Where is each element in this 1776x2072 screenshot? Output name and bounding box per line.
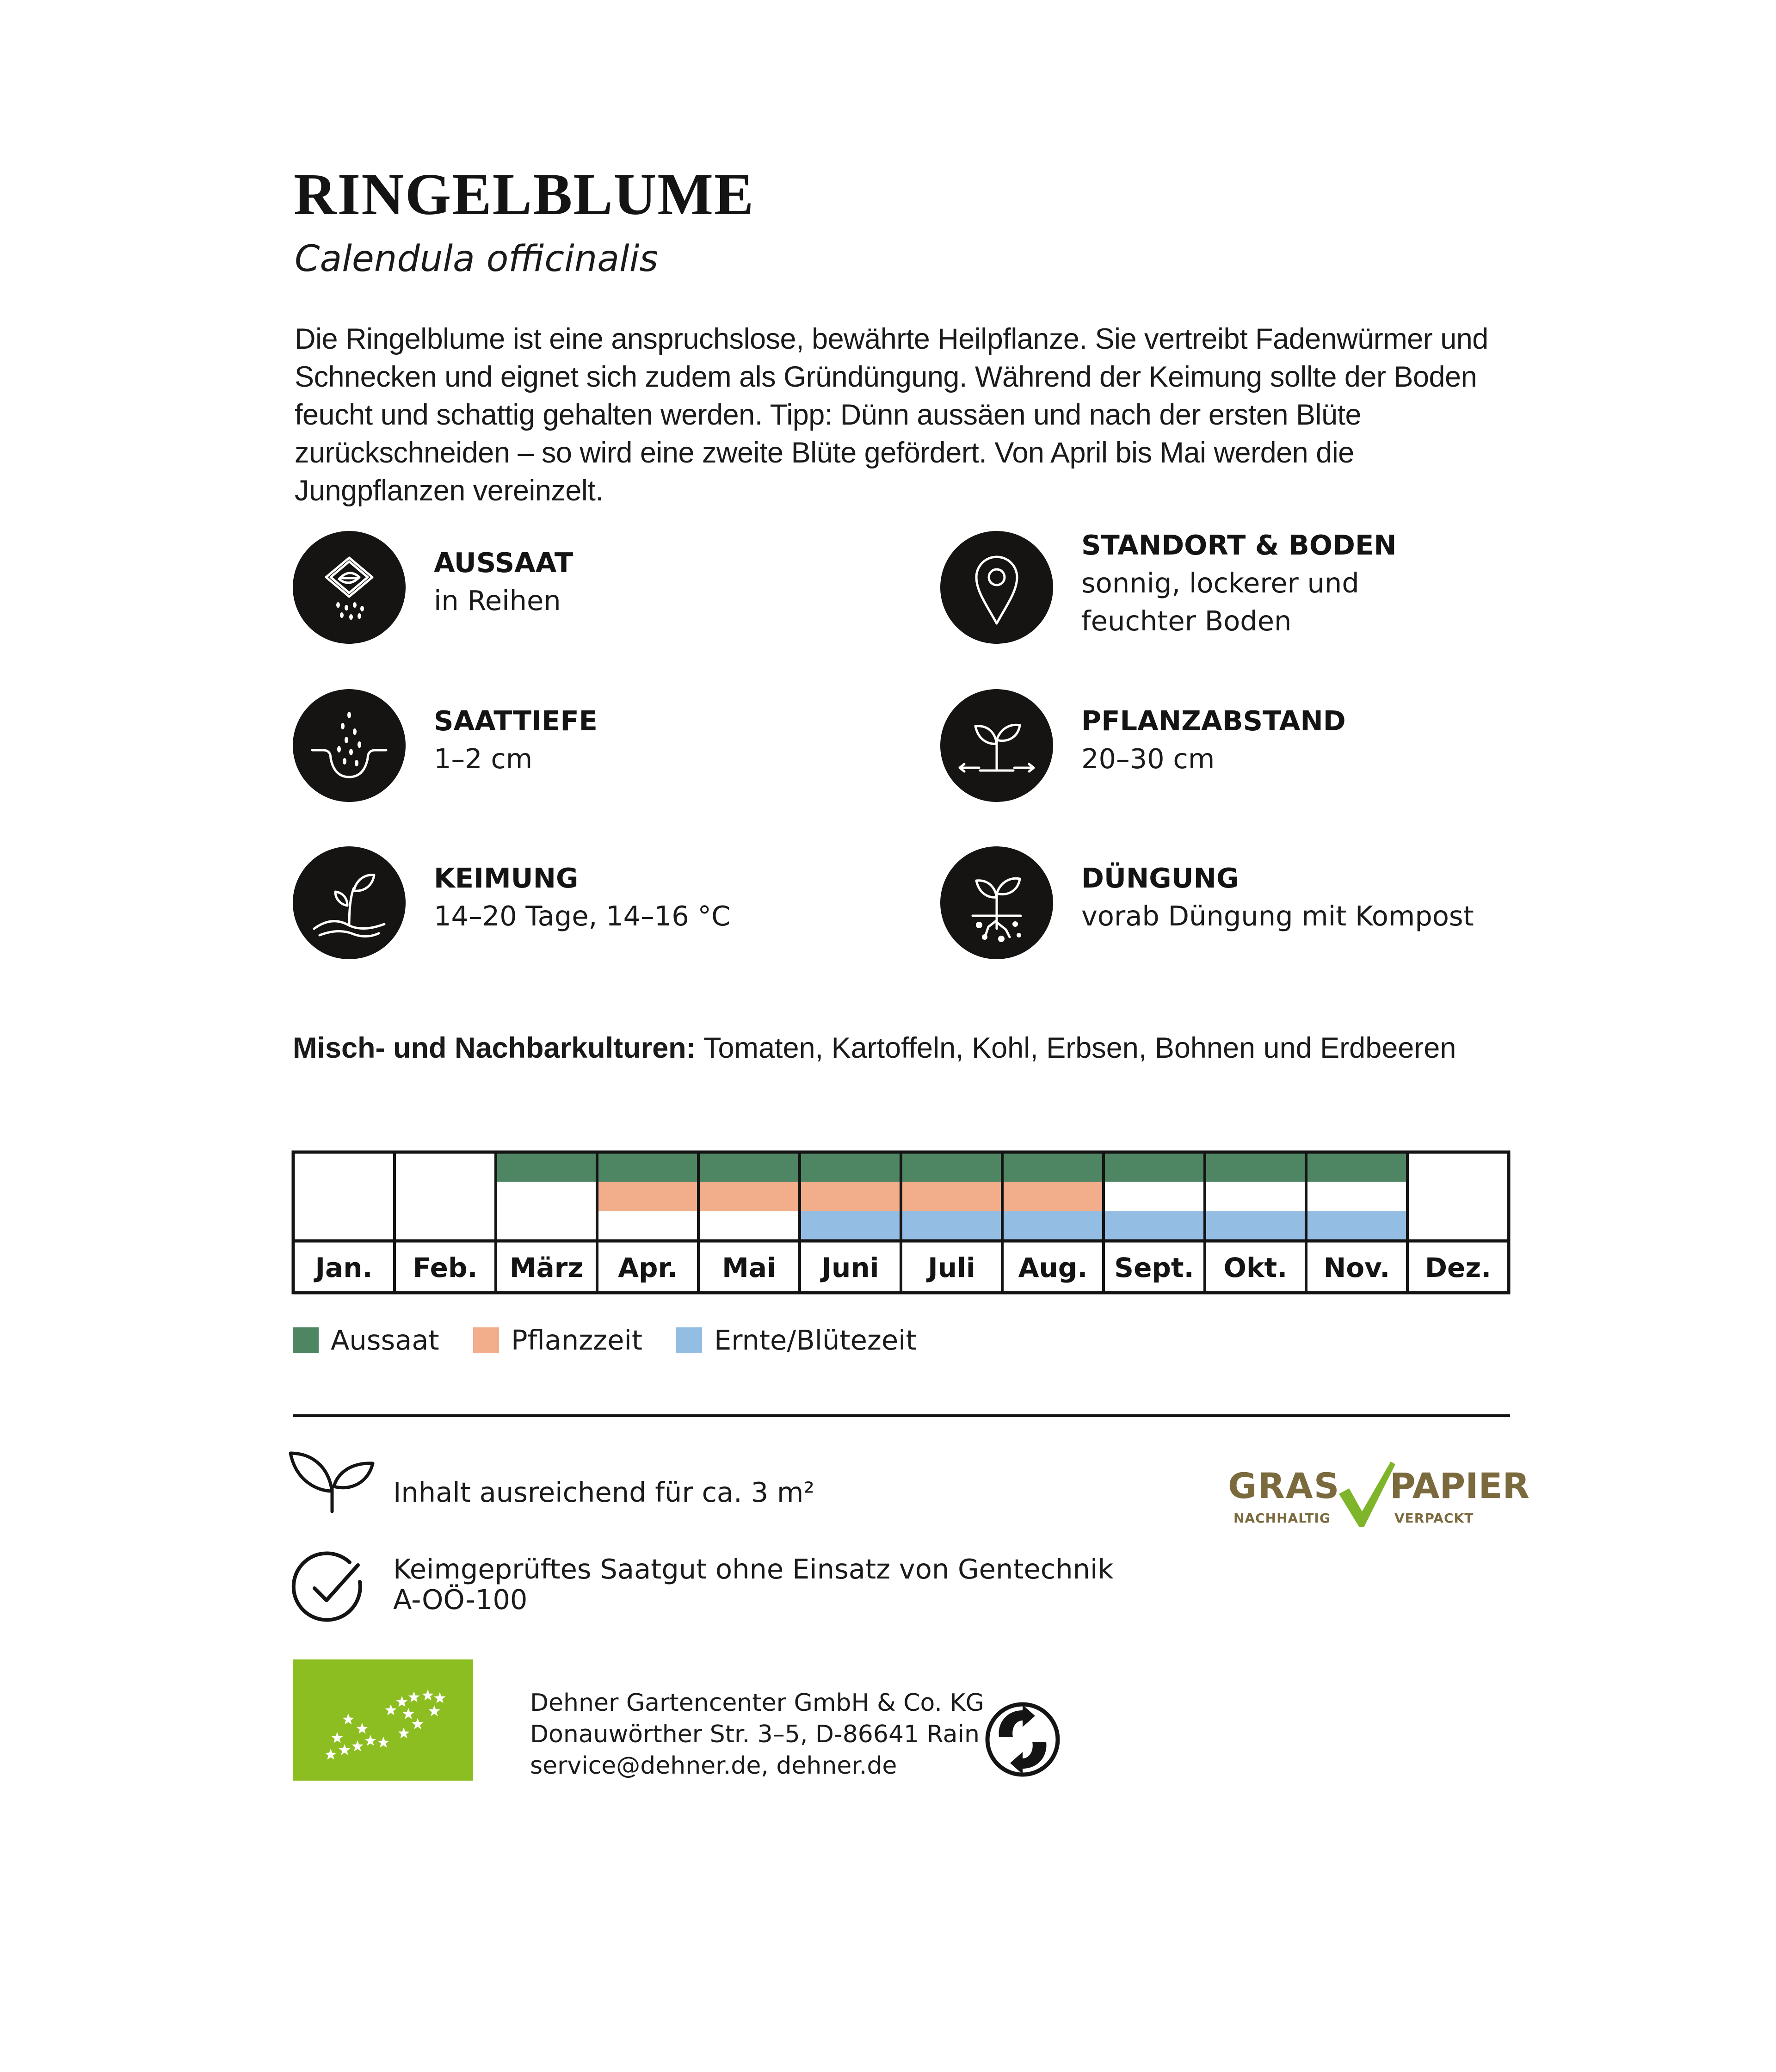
papier-word: PAPIER [1390, 1465, 1529, 1506]
fertilize-plant-icon [940, 846, 1053, 959]
saattiefe-value: 1–2 cm [434, 743, 533, 775]
keimung-label: KEIMUNG [434, 862, 579, 894]
calendar-month-label: Mai [722, 1252, 776, 1283]
product-title: RINGELBLUME [294, 161, 755, 227]
aussaat-value: in Reihen [434, 585, 561, 617]
company-name: Dehner Gartencenter GmbH & Co. KG [530, 1689, 984, 1717]
companion-crops [293, 1029, 1456, 1067]
standort-value: sonnig, lockerer und feuchter Boden [1081, 567, 1359, 637]
calendar-bar-aussaat [496, 1152, 1407, 1182]
companion-value: Tomaten, Kartoffeln, Kohl, Erbsen, Bohnen und Erdbeeren [696, 1032, 1456, 1064]
calendar-month-label: Dez. [1424, 1252, 1492, 1283]
calendar-month-label: März [509, 1252, 584, 1283]
company-address [530, 1687, 984, 1782]
legend-swatch-pflanzzeit [473, 1327, 499, 1353]
calendar-month-label: Apr. [618, 1252, 678, 1283]
company-street: Donauwörther Str. 3–5, D-86641 Rain [530, 1720, 980, 1748]
calendar-month-label: Aug. [1018, 1252, 1088, 1283]
latin-name: Calendula officinalis [295, 238, 659, 280]
pflanzabstand-label: PFLANZABSTAND [1081, 705, 1346, 737]
aussaat-label: AUSSAAT [434, 547, 574, 579]
eu-organic-logo [293, 1659, 473, 1781]
calendar-month-label: Sept. [1114, 1252, 1194, 1283]
seed-quality-note: Keimgeprüftes Saatgut ohne Einsatz von Gentechnik [393, 1553, 1114, 1585]
gras-subtitle: NACHHALTIG [1233, 1511, 1331, 1526]
calendar-month-label: Jan. [315, 1252, 373, 1283]
calendar-bar-pflanzzeit [597, 1182, 1104, 1211]
location-pin-icon [940, 531, 1053, 644]
legend-label-aussaat: Aussaat [331, 1324, 439, 1356]
calendar-month-label: Okt. [1223, 1252, 1288, 1283]
companion-label: Misch- und Nachbarkulturen: [293, 1032, 696, 1064]
sowing-depth-icon [293, 689, 406, 802]
saattiefe-label: SAATTIEFE [434, 705, 598, 737]
standort-label: STANDORT & BODEN [1081, 529, 1397, 561]
calendar-month-label: Juni [821, 1252, 879, 1283]
divider [293, 1414, 1510, 1417]
calendar-month-label: Feb. [413, 1252, 478, 1283]
company-contact: service@dehner.de, dehner.de [530, 1752, 897, 1780]
organic-control-code: A-OÖ-100 [393, 1584, 528, 1616]
product-description: Die Ringelblume ist eine anspruchslose, bewährte Heilpflanze. Sie vertreibt Fadenwürmer und Schnecken und eignet sich zudem als Gründüngung. Während der Keimung sollte der Boden feucht und schattig gehalten werden. Tipp: Dünn aussäen und nach der ersten Blüte zurückschneiden – so wird eine zweite Blüte gefördert. Von April bis Mai werden die Jungpflanzen vereinzelt. [295, 323, 1488, 507]
recycling-green-dot-logo [984, 1701, 1061, 1778]
sprout-icon [293, 846, 406, 959]
duengung-label: DÜNGUNG [1081, 862, 1239, 894]
keimung-value: 14–20 Tage, 14–16 °C [434, 900, 731, 932]
content-coverage: Inhalt ausreichend für ca. 3 m² [393, 1476, 814, 1508]
sowing-calendar [291, 1150, 1512, 1298]
papier-subtitle: VERPACKT [1394, 1511, 1474, 1526]
checkmark-icon [1337, 1460, 1397, 1529]
leaves-icon [286, 1447, 378, 1516]
legend-swatch-ernte [676, 1327, 702, 1353]
legend-label-pflanzzeit: Pflanzzeit [511, 1324, 643, 1356]
legend-label-ernte: Ernte/Blütezeit [714, 1324, 917, 1356]
gras-papier-logo [1228, 1465, 1529, 1535]
calendar-month-label: Juli [928, 1252, 975, 1283]
seed-packet-icon [293, 531, 406, 644]
pflanzabstand-value: 20–30 cm [1081, 743, 1215, 775]
calendar-month-label: Nov. [1323, 1252, 1390, 1283]
plant-spacing-icon [940, 689, 1053, 802]
checkmark-circle-icon [290, 1549, 366, 1625]
legend-swatch-aussaat [293, 1327, 319, 1353]
gras-word: GRAS [1228, 1465, 1340, 1506]
duengung-value: vorab Düngung mit Kompost [1081, 900, 1474, 932]
